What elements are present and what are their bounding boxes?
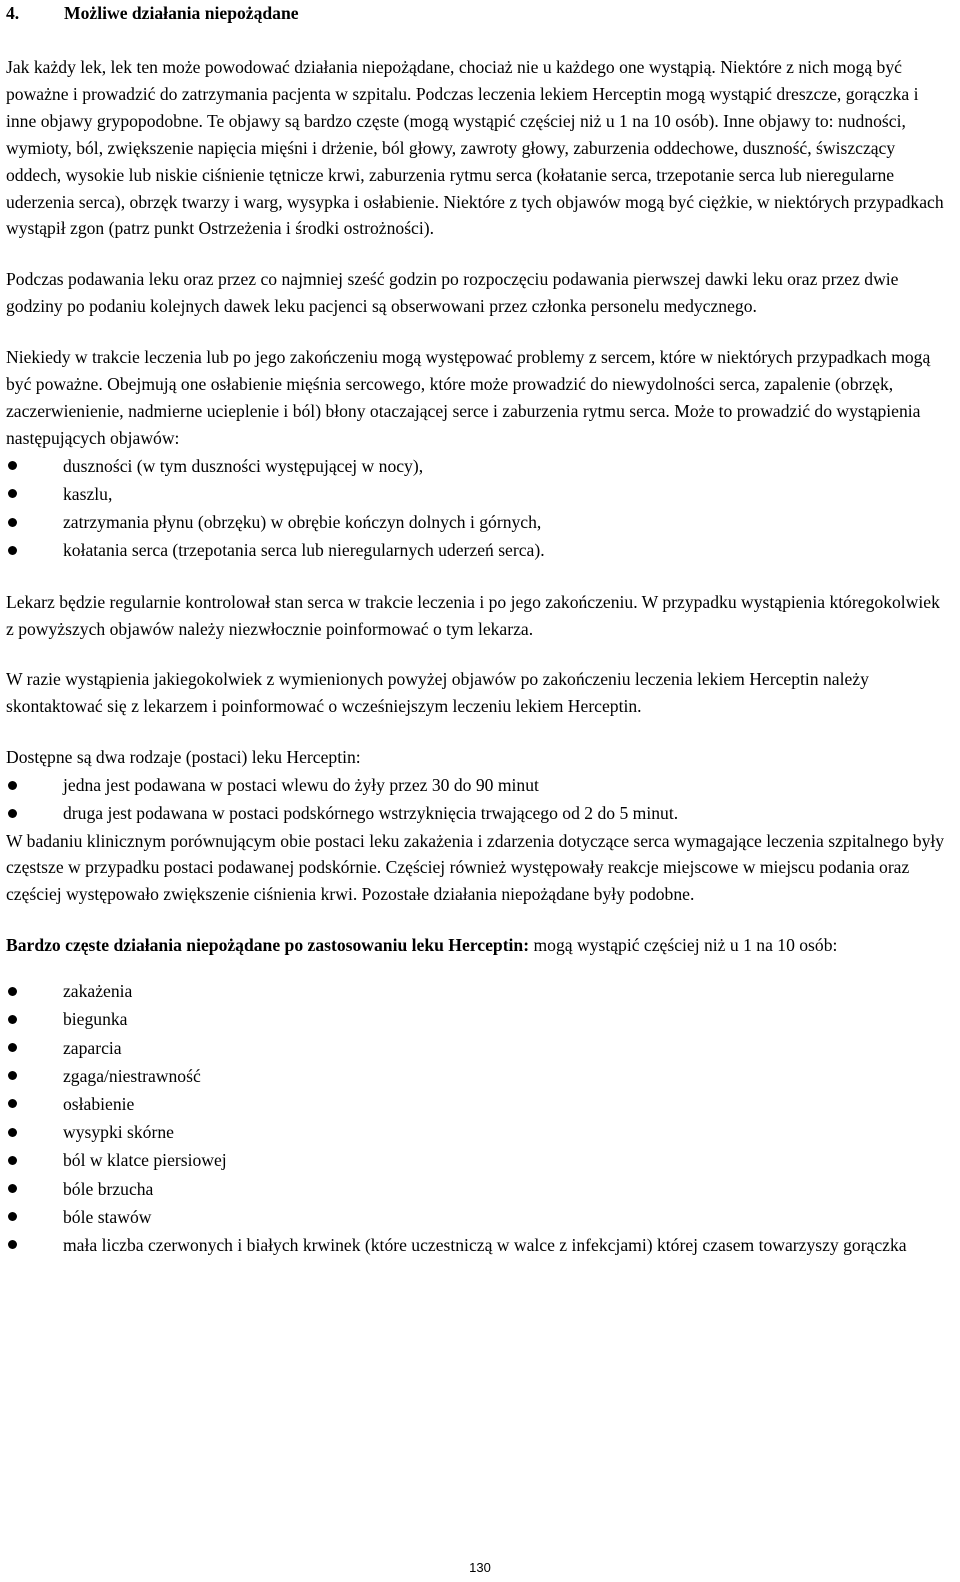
list-item: zaparcia xyxy=(6,1034,950,1062)
heart-problems-paragraph: Niekiedy w trakcie leczenia lub po jego zakończeniu mogą występować problemy z sercem, które w niektórych przypadkach mogą być poważne. Obejmują one osłabienie mięśnia sercowego, które może prowadzić do niewydolności serca, zapalenie (obrzęk, zaczerwienienie, nadmierne ucieplenie i ból) błony otaczającej serce i zaburzenia rytmu serca. Może to prowadzić do wystąpienia następujących objawów: xyxy=(6,347,931,448)
page-number: 130 xyxy=(469,1560,491,1575)
very-common-heading: Bardzo częste działania niepożądane po zastosowaniu leku Herceptin: xyxy=(6,935,530,956)
forms-list xyxy=(6,771,950,827)
list-item: duszności (w tym duszności występującej w nocy), xyxy=(6,452,950,480)
doctor-monitoring-paragraph: Lekarz będzie regularnie kontrolował stan serca w trakcie leczenia i po jego zakończeniu. W przypadku wystąpienia któregokolwiek z powyższych objawów należy niezwłocznie poinformować o tym lekarza. xyxy=(6,591,940,639)
heart-symptoms-list xyxy=(6,452,950,565)
after-treatment-paragraph: W razie wystąpienia jakiegokolwiek z wymienionych powyżej objawów po zakończeniu leczenia lekiem Herceptin należy skontaktować się z lekarzem i poinformować o wcześniejszym leczeniu lekiem Herceptin. xyxy=(6,669,869,717)
list-item: biegunka xyxy=(6,1005,950,1033)
list-item: kaszlu, xyxy=(6,480,950,508)
list-item: bóle brzucha xyxy=(6,1175,950,1203)
very-common-list xyxy=(6,977,950,1259)
section-heading xyxy=(6,0,950,30)
list-item: druga jest podawana w postaci podskórnego wstrzyknięcia trwającego od 2 do 5 minut. xyxy=(6,799,950,827)
list-item: zatrzymania płynu (obrzęku) w obrębie kończyn dolnych i górnych, xyxy=(6,508,950,536)
list-item: ból w klatce piersiowej xyxy=(6,1146,950,1174)
section-title: Możliwe działania niepożądane xyxy=(64,3,299,23)
list-item: bóle stawów xyxy=(6,1203,950,1231)
list-item: osłabienie xyxy=(6,1090,950,1118)
very-common-intro xyxy=(6,932,950,959)
section-number: 4. xyxy=(6,3,20,23)
list-item: jedna jest podawana w postaci wlewu do żyły przez 30 do 90 minut xyxy=(6,771,950,799)
observation-paragraph: Podczas podawania leku oraz przez co najmniej sześć godzin po rozpoczęciu podawania pierwszej dawki leku oraz przez dwie godziny po podaniu kolejnych dawek leku pacjenci są obserwowani przez członka personelu medycznego. xyxy=(6,269,899,317)
list-item: zakażenia xyxy=(6,977,950,1005)
forms-intro: Dostępne są dwa rodzaje (postaci) leku Herceptin: xyxy=(6,747,361,768)
list-item: kołatania serca (trzepotania serca lub nieregularnych uderzeń serca). xyxy=(6,536,950,564)
list-item: wysypki skórne xyxy=(6,1118,950,1146)
intro-paragraph: Jak każdy lek, lek ten może powodować działania niepożądane, chociaż nie u każdego one wystąpią. Niektóre z nich mogą być poważne i prowadzić do zatrzymania pacjenta w szpitalu. Podczas leczenia lekiem Herceptin mogą wystąpić dreszcze, gorączka i inne objawy grypopodobne. Te objawy są bardzo częste (mogą wystąpić częściej niż u 1 na 10 osób). Inne objawy to: nudności, wymioty, ból, zwiększenie napięcia mięśni i drżenie, ból głowy, zawroty głowy, zaburzenia oddechowe, duszność, świszczący oddech, wysokie lub niskie ciśnienie tętnicze krwi, zaburzenia rytmu serca (kołatanie serca, trzepotanie serca lub nieregularne uderzenia serca), obrzęk twarzy i warg, wysypka i osłabienie. Niektóre z tych objawów mogą być ciężkie, w niektórych przypadkach wystąpił zgon (patrz punkt Ostrzeżenia i środki ostrożności). xyxy=(6,57,944,239)
very-common-frequency: mogą wystąpić częściej niż u 1 na 10 osób: xyxy=(529,935,838,956)
clinical-study-paragraph: W badaniu klinicznym porównującym obie postaci leku zakażenia i zdarzenia dotyczące serca wymagające leczenia szpitalnego były częstsze w przypadku postaci podawanej podskórnie. Częściej również występowały reakcje miejscowe w miejscu podania oraz częściej występowało zwiększenie ciśnienia krwi. Pozostałe działania niepożądane były podobne. xyxy=(6,830,945,905)
list-item: mała liczba czerwonych i białych krwinek (które uczestniczą w walce z infekcjami) której czasem towarzyszy gorączka xyxy=(6,1231,950,1259)
list-item: zgaga/niestrawność xyxy=(6,1062,950,1090)
